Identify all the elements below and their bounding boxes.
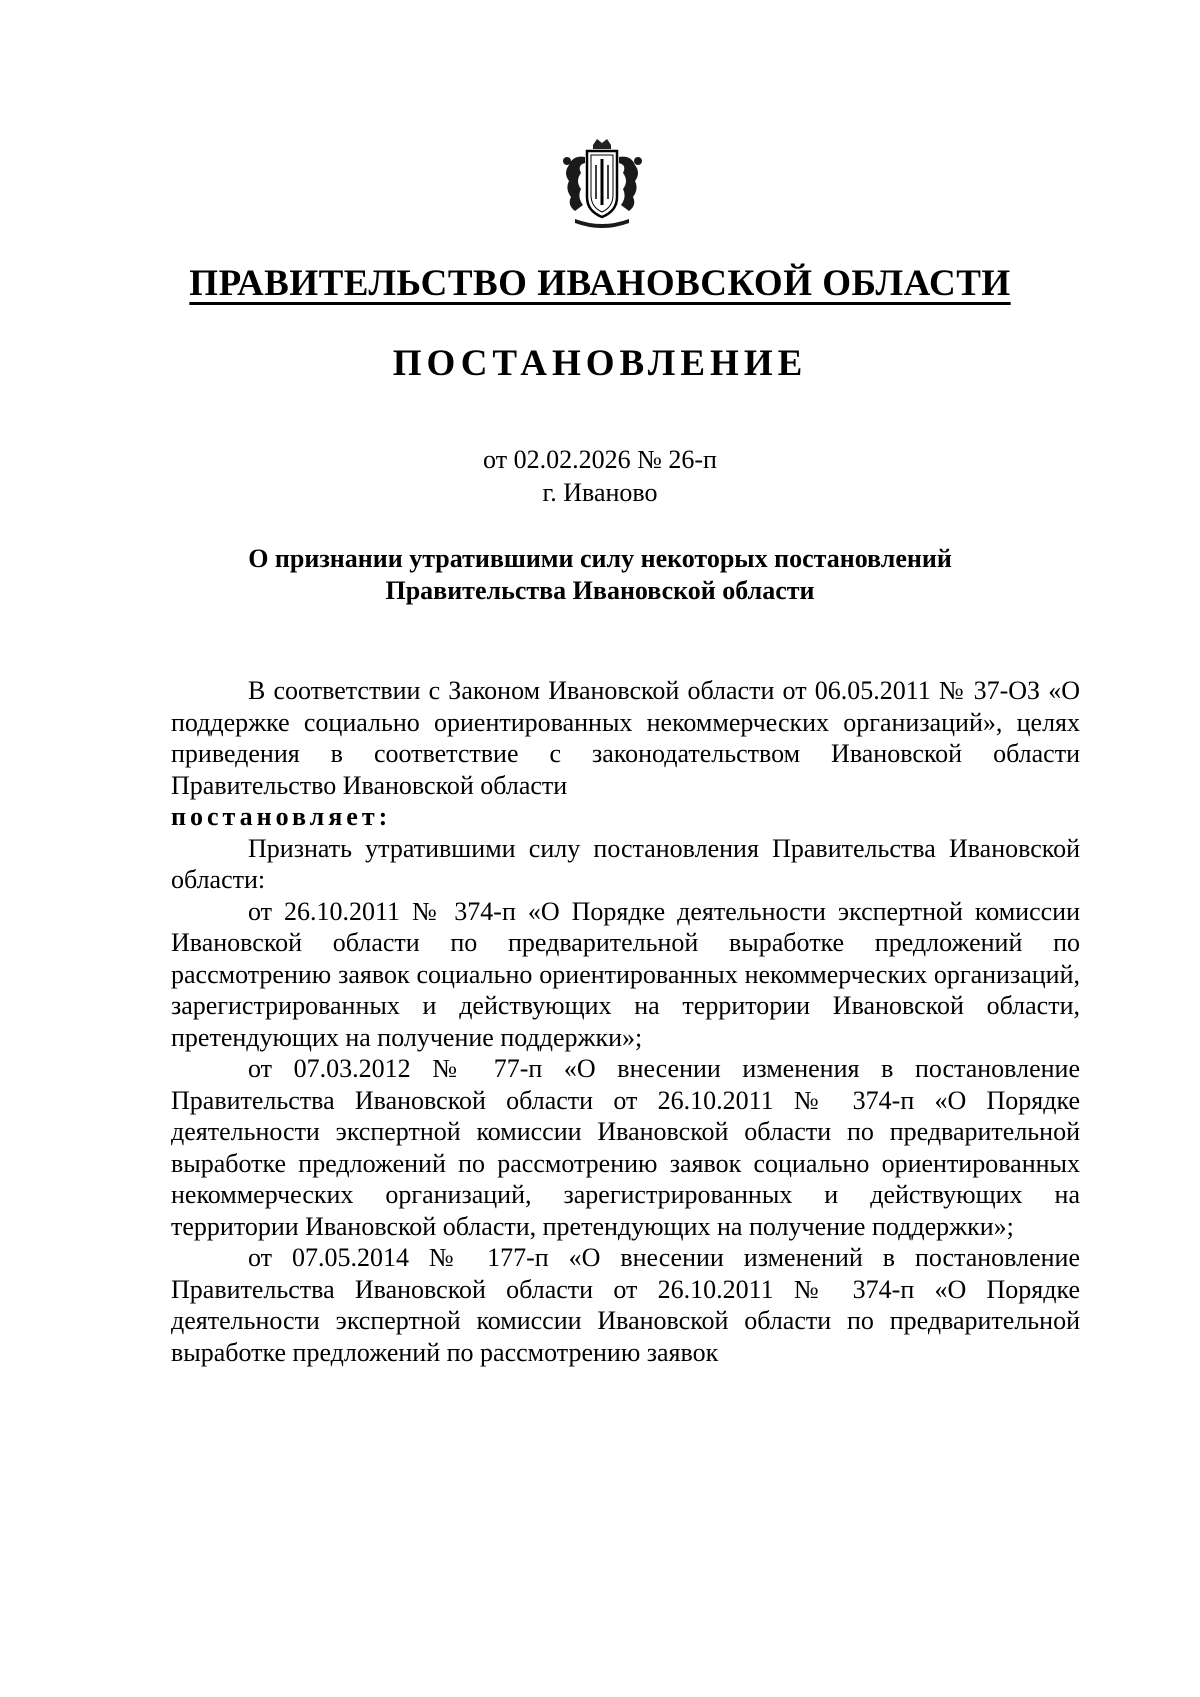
intro-paragraph: Признать утратившими силу постановления Правительства Ивановской области: (171, 833, 1080, 894)
document-type: ПОСТАНОВЛЕНИЕ (392, 343, 808, 384)
subject-line-1: О признании утратившими силу некоторых постановлений (248, 544, 952, 573)
preamble-text: В соответствии с Законом Ивановской области от 06.05.2011 № 37-ОЗ «О поддержке социально ориентированных некоммерческих организаций», целях приведения в соответствие с законодательством Ивановской области Правительство Ивановской области (171, 676, 1080, 800)
preamble-paragraph (171, 675, 1080, 801)
resolution-word (171, 801, 1080, 833)
document-date-number: от 02.02.2026 № 26-п (483, 445, 717, 474)
government-title-text: ПРАВИТЕЛЬСТВО ИВАНОВСКОЙ ОБЛАСТИ (189, 263, 1011, 304)
repealed-item-3: от 07.05.2014 № 177-п «О внесении изменений в постановление Правительства Ивановской области от 26.10.2011 № 374-п «О Порядке деятельности экспертной комиссии Ивановской области по предварительной выработке предложений по рассмотрению заявок (171, 1243, 1080, 1367)
repealed-item-1: от 26.10.2011 № 374-п «О Порядке деятельности экспертной комиссии Ивановской области по предварительной выработке предложений по рассмотрению заявок социально ориентированных некоммерческих организаций, зарегистрированных и действующих на территории Ивановской области, претендующих на получение поддержки»; (171, 896, 1080, 1052)
resolves-text: постановляет: (171, 802, 392, 831)
document-city: г. Иваново (542, 478, 658, 507)
government-title (0, 262, 1200, 305)
subject-line-2: Правительства Ивановской области (385, 576, 815, 605)
document-subject (0, 543, 1200, 607)
document-body (171, 675, 1080, 1368)
repealed-item-2: от 07.03.2012 № 77-п «О внесении изменения в постановление Правительства Ивановской области от 26.10.2011 № 374-п «О Порядке деятельности экспертной комиссии Ивановской области по предварительной выработке предложений по рассмотрению заявок социально ориентированных некоммерческих организаций, зарегистрированных и действующих на территории Ивановской области, претендующих на получение поддержки»; (171, 1054, 1080, 1241)
coat-of-arms-emblem (555, 135, 650, 235)
